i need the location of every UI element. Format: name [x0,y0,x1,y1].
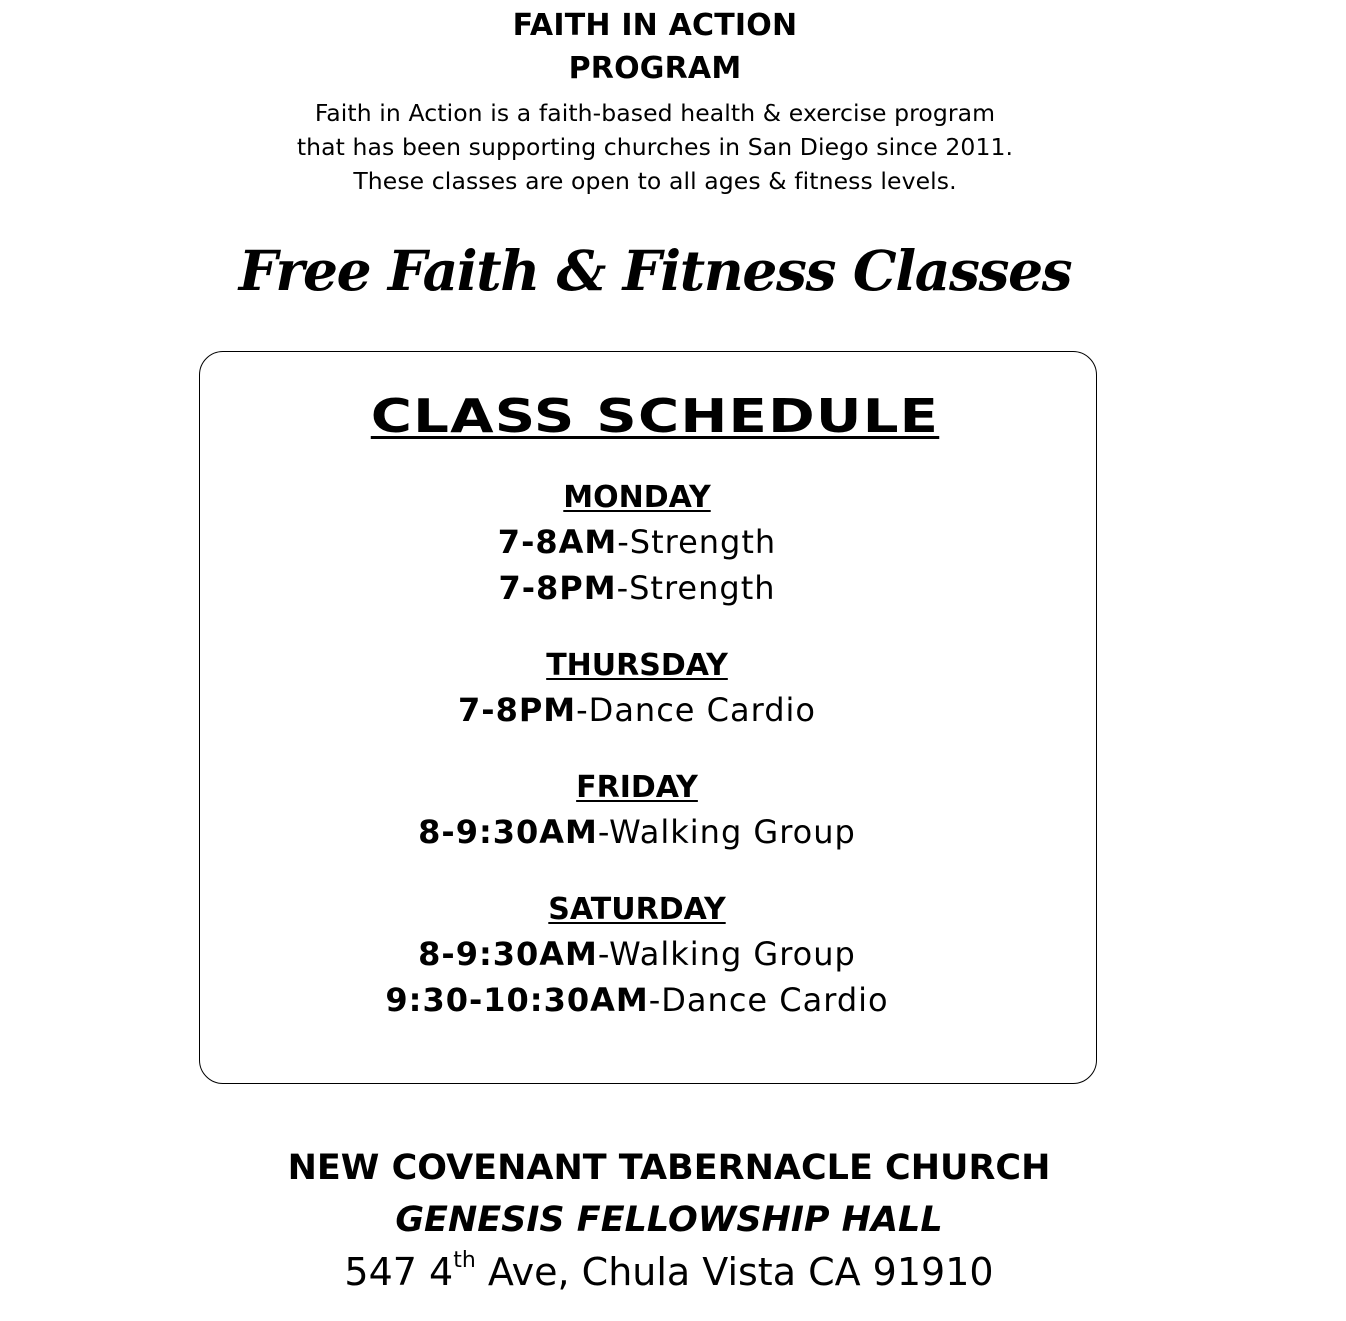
program-title-line-1: FAITH IN ACTION [512,8,798,43]
day-monday [0,477,1274,611]
schedule-heading-text: CLASS SCHEDULE [370,389,940,443]
class-slot [0,519,1274,565]
slot-activity: -Strength [617,523,777,561]
hall-name: GENESIS FELLOWSHIP HALL [395,1200,943,1240]
slot-time: 8-9:30AM [418,935,598,973]
address-ordinal-suffix: th [453,1248,476,1273]
slot-activity: -Dance Cardio [576,691,816,729]
slot-activity: -Strength [616,569,776,607]
day-friday [0,767,1274,855]
program-title [0,4,1310,90]
classes-headline: Free Faith & Fitness Classes [238,238,1072,303]
church-name: NEW COVENANT TABERNACLE CHURCH [287,1148,1051,1188]
program-intro [0,96,1310,198]
day-name: THURSDAY [546,648,728,683]
day-name: FRIDAY [576,770,698,805]
slot-time: 9:30-10:30AM [385,981,649,1019]
class-slot [0,931,1274,977]
venue-info [0,1142,1338,1298]
slot-time: 7-8PM [498,569,617,607]
program-title-line-2: PROGRAM [568,51,742,86]
slot-time: 8-9:30AM [418,813,598,851]
slot-activity: -Walking Group [597,813,856,851]
slot-time: 7-8PM [458,691,577,729]
slot-activity: -Dance Cardio [648,981,889,1019]
class-slot [0,977,1274,1023]
class-slot [0,687,1274,733]
day-thursday [0,645,1274,733]
address-number: 547 4 [344,1250,454,1294]
slot-time: 7-8AM [497,523,618,561]
day-name: MONDAY [563,480,711,515]
venue-address [0,1246,1338,1298]
schedule-heading [0,388,1346,444]
slot-activity: -Walking Group [597,935,856,973]
intro-line-2: that has been supporting churches in San Diego since 2011. [296,133,1014,161]
address-rest: Ave, Chula Vista CA 91910 [475,1250,994,1294]
day-saturday [0,889,1274,1023]
class-slot [0,809,1274,855]
day-name: SATURDAY [548,892,726,927]
intro-line-1: Faith in Action is a faith-based health & exercise program [314,99,996,127]
class-slot [0,565,1274,611]
intro-line-3: These classes are open to all ages & fitness levels. [353,167,957,195]
